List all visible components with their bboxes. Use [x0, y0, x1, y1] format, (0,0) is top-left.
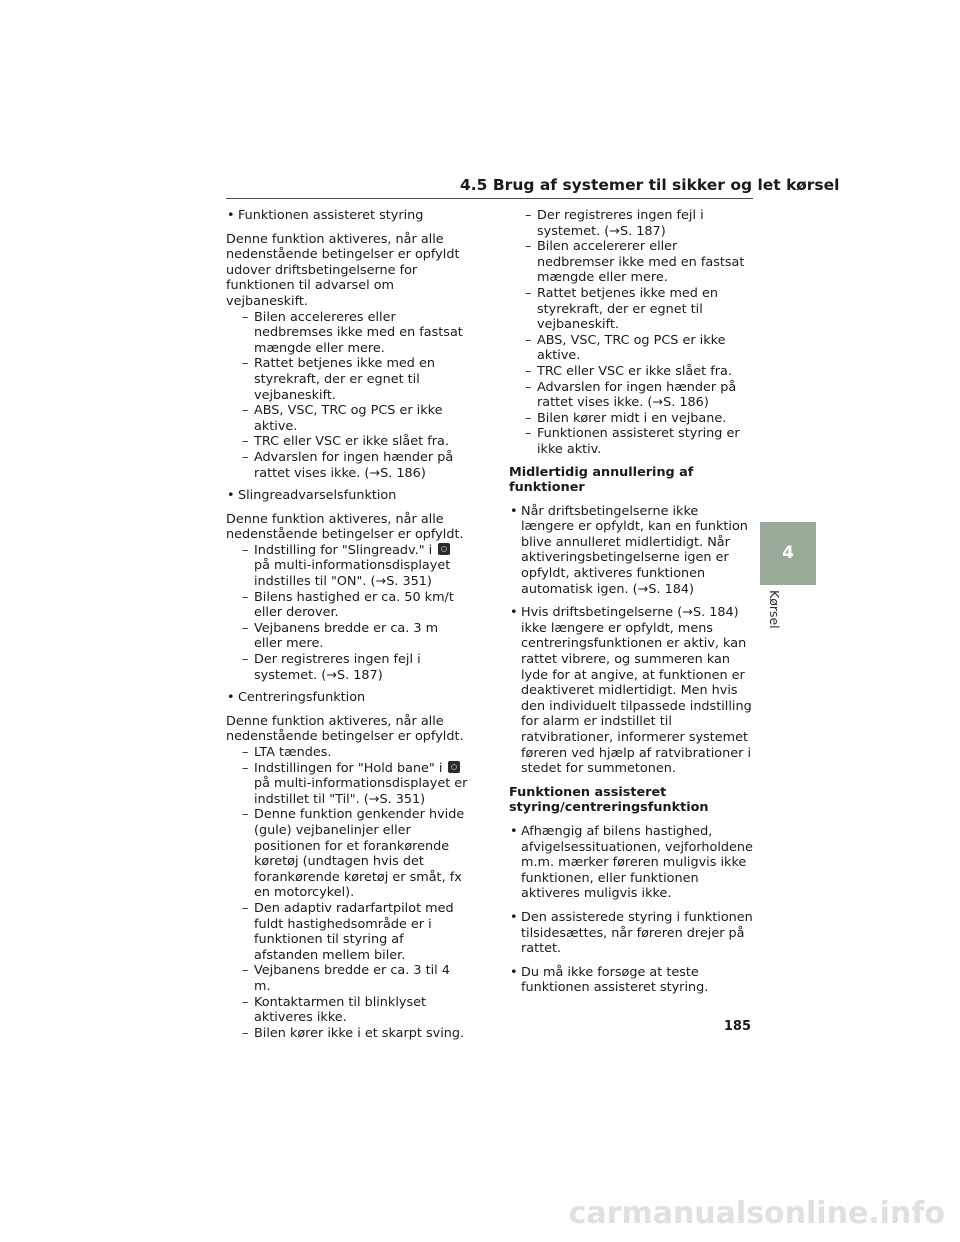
dash-marker: – — [242, 994, 249, 1010]
condition-list — [226, 543, 470, 683]
dash-marker: – — [242, 542, 249, 558]
bullet-dot: • — [227, 488, 235, 504]
condition-text: Indstilling for "Slingreadv." i — [254, 542, 433, 558]
bullet-item — [509, 910, 755, 957]
condition-text: Indstillingen for "Hold bane" i — [254, 760, 443, 776]
bullet-item — [509, 504, 755, 598]
condition-text: på multi-informationsdisplayet indstilles til "ON". (→S. 351) — [254, 558, 451, 590]
section-heading: Midlertidig annullering af funktioner — [509, 464, 694, 496]
bullet-item — [226, 690, 470, 706]
condition-item — [226, 356, 470, 403]
bullet-dot: • — [227, 208, 235, 223]
bullet-item — [226, 488, 470, 504]
bullet-dot: • — [510, 823, 518, 839]
dash-marker: – — [242, 356, 249, 372]
chapter-tab-label: Kørsel — [767, 590, 782, 629]
condition-text: Den adaptiv radarfartpilot med fuldt hastighedsområde er i funktionen til styring af afstanden mellem biler. — [254, 900, 454, 963]
condition-text: Vejbanens bredde er ca. 3 til 4 m. — [254, 963, 450, 994]
condition-text: Bilen accelererer eller nedbremser ikke med en fastsat mængde eller mere. — [537, 239, 745, 286]
watermark: carmanualsonline.info — [568, 1196, 945, 1231]
dash-marker: – — [525, 410, 532, 426]
condition-item — [226, 1026, 470, 1042]
dash-marker: – — [242, 900, 249, 916]
condition-item — [226, 543, 470, 590]
condition-item — [226, 995, 470, 1026]
dash-marker: – — [242, 963, 249, 979]
bullet-text: Funktionen assisteret styring — [238, 208, 424, 223]
page-number: 185 — [723, 1019, 751, 1034]
bullet-text: Den assisterede styring i funktionen tilsidesættes, når føreren drejer på rattet. — [521, 909, 753, 957]
condition-item — [509, 426, 755, 457]
dash-marker: – — [242, 309, 249, 325]
dash-marker: – — [242, 589, 249, 605]
condition-text: Rattet betjenes ikke med en styrekraft, der er egnet til vejbaneskift. — [254, 356, 435, 403]
dash-marker: – — [525, 363, 532, 379]
condition-text: Advarslen for ingen hænder på rattet vises ikke. (→S. 186) — [537, 379, 737, 411]
condition-text: Vejbanens bredde er ca. 3 m eller mere. — [254, 620, 439, 652]
dash-marker: – — [242, 620, 249, 636]
dash-marker: – — [525, 285, 532, 301]
condition-text: Advarslen for ingen hænder på rattet vises ikke. (→S. 186) — [254, 449, 454, 481]
bullet-item — [226, 208, 470, 224]
bullet-text: Slingreadvarselsfunktion — [238, 488, 397, 504]
condition-item — [226, 310, 470, 357]
dash-marker: – — [525, 379, 532, 395]
condition-item — [509, 380, 755, 411]
bullet-dot: • — [510, 909, 518, 925]
dash-marker: – — [242, 403, 249, 419]
bullet-item — [509, 824, 755, 902]
dash-marker: – — [525, 208, 532, 223]
dash-marker: – — [242, 760, 249, 776]
dash-marker: – — [242, 1025, 249, 1041]
dash-marker: – — [525, 332, 532, 348]
condition-text: Der registreres ingen fejl i systemet. (→S. 187) — [537, 208, 704, 239]
condition-item — [226, 901, 470, 963]
header-divider — [226, 198, 753, 199]
settings-icon — [448, 761, 460, 773]
condition-item — [509, 208, 755, 239]
condition-text: Der registreres ingen fejl i systemet. (→S. 187) — [254, 652, 421, 683]
bullet-dot: • — [510, 964, 518, 980]
paragraph: Denne funktion aktiveres, når alle nedenstående betingelser er opfyldt. — [226, 713, 464, 745]
condition-item — [226, 745, 470, 761]
bullet-text: Afhængig af bilens hastighed, afvigelsessituationen, vejforholdene m.m. mærker føreren muligvis ikke funktionen, eller funktionen aktiveres muligvis ikke. — [521, 823, 753, 902]
condition-item — [226, 621, 470, 652]
chapter-tab: 4 — [760, 522, 816, 585]
condition-list — [509, 208, 755, 458]
chapter-header-title: 4.5 Brug af systemer til sikker og let kørsel — [460, 176, 840, 194]
condition-item — [226, 807, 470, 901]
bullet-dot: • — [227, 690, 235, 706]
right-column — [509, 208, 755, 1004]
bullet-text: Centreringsfunktion — [238, 690, 366, 706]
condition-text: TRC eller VSC er ikke slået fra. — [537, 363, 732, 379]
left-column — [226, 208, 470, 1048]
condition-item — [509, 411, 755, 427]
condition-text: LTA tændes. — [254, 745, 332, 760]
condition-list — [226, 745, 470, 1041]
dash-marker: – — [242, 745, 249, 760]
condition-text: på multi-informationsdisplayet er indstillet til "Til". (→S. 351) — [254, 776, 468, 807]
dash-marker: – — [242, 434, 249, 450]
condition-text: Funktionen assisteret styring er ikke aktiv. — [537, 426, 740, 457]
bullet-text: Hvis driftsbetingelserne (→S. 184) ikke længere er opfyldt, mens centreringsfunktionen er aktiv, kan rattet vibrere, og summeren kan lyde for at angive, at funktionen er deaktiveret midlertidigt. Men hvis den individuelt tilpassede indstilling for alarm er indstillet til ratvibrationer, informerer systemet føreren ved hjælp af ratvibrationer i stedet for summetonen. — [521, 605, 752, 777]
condition-text: Denne funktion genkender hvide (gule) vejbanelinjer eller positionen for et forankørende køretøj (undtagen hvis det forankørende køretøj er småt, fx en motorcykel). — [254, 807, 465, 901]
condition-text: Bilen kører ikke i et skarpt sving. — [254, 1025, 465, 1041]
condition-item — [226, 590, 470, 621]
condition-item — [509, 364, 755, 380]
condition-text: Rattet betjenes ikke med en styrekraft, der er egnet til vejbaneskift. — [537, 285, 718, 333]
condition-text: Bilen kører midt i en vejbane. — [537, 410, 727, 426]
condition-item — [226, 963, 470, 994]
condition-item — [226, 434, 470, 450]
dash-marker: – — [242, 652, 249, 668]
condition-item — [509, 333, 755, 364]
dash-marker: – — [525, 426, 532, 442]
bullet-item — [509, 965, 755, 996]
bullet-item — [509, 605, 755, 777]
dash-marker: – — [525, 239, 532, 255]
condition-text: Bilen accelereres eller nedbremses ikke med en fastsat mængde eller mere. — [254, 309, 463, 356]
bullet-dot: • — [510, 503, 518, 519]
condition-text: ABS, VSC, TRC og PCS er ikke aktive. — [254, 403, 443, 434]
condition-text: Bilens hastighed er ca. 50 km/t eller derover. — [254, 589, 454, 621]
condition-text: TRC eller VSC er ikke slået fra. — [254, 434, 449, 450]
paragraph: Denne funktion aktiveres, når alle nedenstående betingelser er opfyldt. — [226, 511, 464, 543]
dash-marker: – — [242, 449, 249, 465]
dash-marker: – — [242, 807, 249, 823]
condition-text: ABS, VSC, TRC og PCS er ikke aktive. — [537, 332, 726, 364]
condition-item — [509, 239, 755, 286]
settings-icon — [438, 543, 450, 555]
bullet-text: Når driftsbetingelserne ikke længere er opfyldt, kan en funktion blive annulleret midlertidigt. Når aktiveringsbetingelserne igen er opfyldt, aktiveres funktionen automatisk igen. (→S. 184) — [521, 503, 748, 597]
paragraph: Denne funktion aktiveres, når alle nedenstående betingelser er opfyldt udover driftsbetingelserne for funktionen til advarsel om vejbaneskift. — [226, 231, 460, 309]
condition-item — [226, 450, 470, 481]
condition-item — [509, 286, 755, 333]
condition-list — [226, 310, 470, 482]
condition-item — [226, 403, 470, 434]
condition-text: Kontaktarmen til blinklyset aktiveres ikke. — [254, 994, 427, 1026]
bullet-dot: • — [510, 605, 518, 621]
bullet-text: Du må ikke forsøge at teste funktionen assisteret styring. — [521, 964, 709, 996]
condition-item — [226, 761, 470, 808]
condition-item — [226, 652, 470, 683]
section-heading: Funktionen assisteret styring/centreringsfunktion — [509, 784, 709, 816]
